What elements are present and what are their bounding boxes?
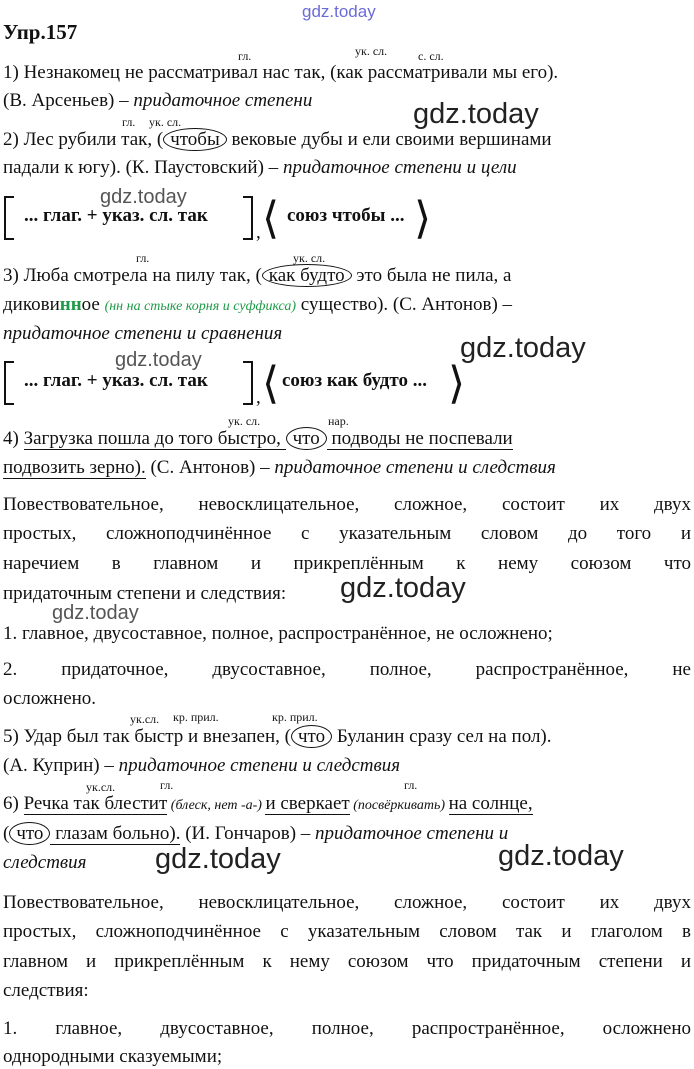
watermark: gdz.today <box>413 98 539 130</box>
s4-text: подводы не поспевали <box>326 428 513 449</box>
s6-author: (И. Гончаров) – <box>180 823 316 844</box>
s6-note: (блеск, нет -а-) <box>167 798 266 813</box>
watermark: gdz.today <box>100 186 187 208</box>
s6-conj-circled: что <box>9 822 50 845</box>
s2-line2 <box>3 157 517 179</box>
s4-desc-line: придаточным степени и следствия: <box>3 583 287 604</box>
s5-text: 5) Удар был так быстр и внезапен, ( <box>3 726 291 747</box>
mark-pointer: ук.сл. <box>86 780 116 794</box>
s6-desc-line: простых, сложноподчинённое с указательным словом так и глаголом в <box>3 921 691 942</box>
s6-desc-line: главном и прикреплённым к нему союзом что придаточным степени и <box>3 951 691 972</box>
schema-paren-right: ⟩ <box>448 359 466 408</box>
s3-text: ое <box>81 294 105 315</box>
s3-text: 3) Люба смотрела на пилу так, ( <box>3 265 262 286</box>
schema-sub: союз как будто ... <box>282 370 427 391</box>
s4-line2 <box>3 457 556 479</box>
schema-bracket-right <box>243 196 253 240</box>
s6-line1 <box>3 793 533 815</box>
schema-sub: союз чтобы ... <box>287 205 405 226</box>
watermark: gdz.today <box>155 843 281 875</box>
watermark: gdz.today <box>460 332 586 364</box>
schema-bracket-left <box>4 361 14 405</box>
s6-item: однородными сказуемыми; <box>3 1046 223 1067</box>
mark-verb: гл. <box>122 115 136 129</box>
schema-paren-right: ⟩ <box>414 194 432 243</box>
s3-conj-circled: как будто <box>262 264 352 287</box>
s6-text: ( <box>3 823 10 844</box>
s4-item: 1. главное, двусоставное, полное, распространённое, не осложнено; <box>3 623 553 644</box>
s4-desc-line: простых, сложноподчинённое с указательным словом до того и <box>3 523 691 544</box>
s3-note: (нн на стыке корня и суффикса) <box>104 299 297 314</box>
s1-line1: 1) Незнакомец не рассматривал нас так, (как рассматривали мы его). <box>3 62 559 83</box>
schema-main: ... глаг. + указ. сл. так <box>24 205 208 226</box>
s2-text: 2) Лес рубили так, ( <box>3 129 164 150</box>
s6-text: и сверкает <box>265 793 350 814</box>
s6-text: Речка так блестит <box>23 793 168 814</box>
s5-line2 <box>3 755 400 777</box>
schema-bracket-left <box>4 196 14 240</box>
s4-desc-line: Повествовательное, невосклицательное, сложное, состоит их двух <box>3 494 691 515</box>
s4-desc-line: наречием в главном и прикреплённым к нему союзом что <box>3 553 691 574</box>
s5-author: (А. Куприн) – <box>3 755 119 776</box>
s5-type: придаточное степени и следствия <box>118 755 401 776</box>
mark-pointer: ук. сл. <box>149 115 182 129</box>
s5-conj-circled: что <box>291 725 332 748</box>
s2-conj-circled: чтобы <box>163 128 227 151</box>
schema-comma: , <box>256 222 261 243</box>
s6-desc-line: следствия: <box>3 980 89 1001</box>
schema-main: ... глаг. + указ. сл. так <box>24 370 208 391</box>
s2-type: придаточное степени и цели <box>282 157 517 178</box>
s4-text: Загрузка пошла до того быстро, <box>23 428 286 449</box>
watermark: gdz.today <box>52 602 139 624</box>
s6-desc-line: Повествовательное, невосклицательное, сложное, состоит их двух <box>3 892 691 913</box>
s6-item: 1. главное, двусоставное, полное, распространённое, осложнено <box>3 1018 691 1039</box>
s5-line1 <box>3 726 552 748</box>
s6-text: 6) <box>3 793 24 814</box>
mark-short-adj: кр. прил. <box>173 710 219 724</box>
s1-author: (В. Арсеньев) – <box>3 90 134 111</box>
mark-verb: гл. <box>404 778 418 792</box>
schema-paren-left: ⟨ <box>262 359 280 408</box>
s4-text: 4) <box>3 428 24 449</box>
mark-pointer: ук. сл. <box>355 44 388 58</box>
s3-type: придаточное степени и сравнения <box>3 323 283 344</box>
s1-line2 <box>3 90 312 112</box>
mark-pointer: ук.сл. <box>130 712 160 726</box>
s6-line2 <box>3 823 508 845</box>
watermark: gdz.today <box>340 572 466 604</box>
s1-type: придаточное степени <box>133 90 313 111</box>
s2-author: падали к югу). (К. Паустовский) – <box>3 157 283 178</box>
s4-text: подвозить зерно). <box>3 457 146 478</box>
s3-author: существо). (С. Антонов) – <box>296 294 513 315</box>
mark-verb: гл. <box>160 778 174 792</box>
mark-pointer: ук. сл. <box>228 414 261 428</box>
schema-paren-left: ⟨ <box>262 194 280 243</box>
schema-bracket-right <box>243 361 253 405</box>
s6-note: (посвёркивать) <box>349 798 449 813</box>
s4-author: (С. Антонов) – <box>145 457 275 478</box>
s3-text: это была не пила, а <box>351 265 512 286</box>
mark-short-adj: кр. прил. <box>272 710 318 724</box>
s6-type: придаточное степени и <box>315 823 509 844</box>
exercise-title: Упр.157 <box>3 20 78 44</box>
watermark: gdz.today <box>498 840 624 872</box>
watermark-top: gdz.today <box>302 2 376 21</box>
s3-text: дикови <box>3 294 60 315</box>
s3-nn-highlight: нн <box>59 294 82 315</box>
s2-line1 <box>3 129 552 151</box>
s4-item: 2. придаточное, двусоставное, полное, распространённое, не <box>3 659 691 680</box>
s3-line1 <box>3 265 511 287</box>
s2-text: вековые дубы и ели своими вершинами <box>226 129 552 150</box>
schema-comma: , <box>256 387 261 408</box>
mark-verb: гл. <box>238 49 252 63</box>
s6-text: глазам больно). <box>50 823 181 844</box>
mark-pointer: ук. сл. <box>293 251 326 265</box>
s3-line2 <box>3 294 512 316</box>
s6-type-cont: следствия <box>3 852 87 873</box>
mark-adverb: нар. <box>328 414 349 428</box>
s4-type: придаточное степени и следствия <box>274 457 556 478</box>
s4-line1 <box>3 428 513 450</box>
s5-text: Буланин сразу сел на пол). <box>332 726 552 747</box>
s6-text: на солнце, <box>448 793 533 814</box>
mark-verb: гл. <box>136 251 150 265</box>
watermark: gdz.today <box>115 349 202 371</box>
s4-conj-circled: что <box>286 427 327 450</box>
s4-item: осложнено. <box>3 688 97 709</box>
mark-conj: с. сл. <box>418 49 444 63</box>
